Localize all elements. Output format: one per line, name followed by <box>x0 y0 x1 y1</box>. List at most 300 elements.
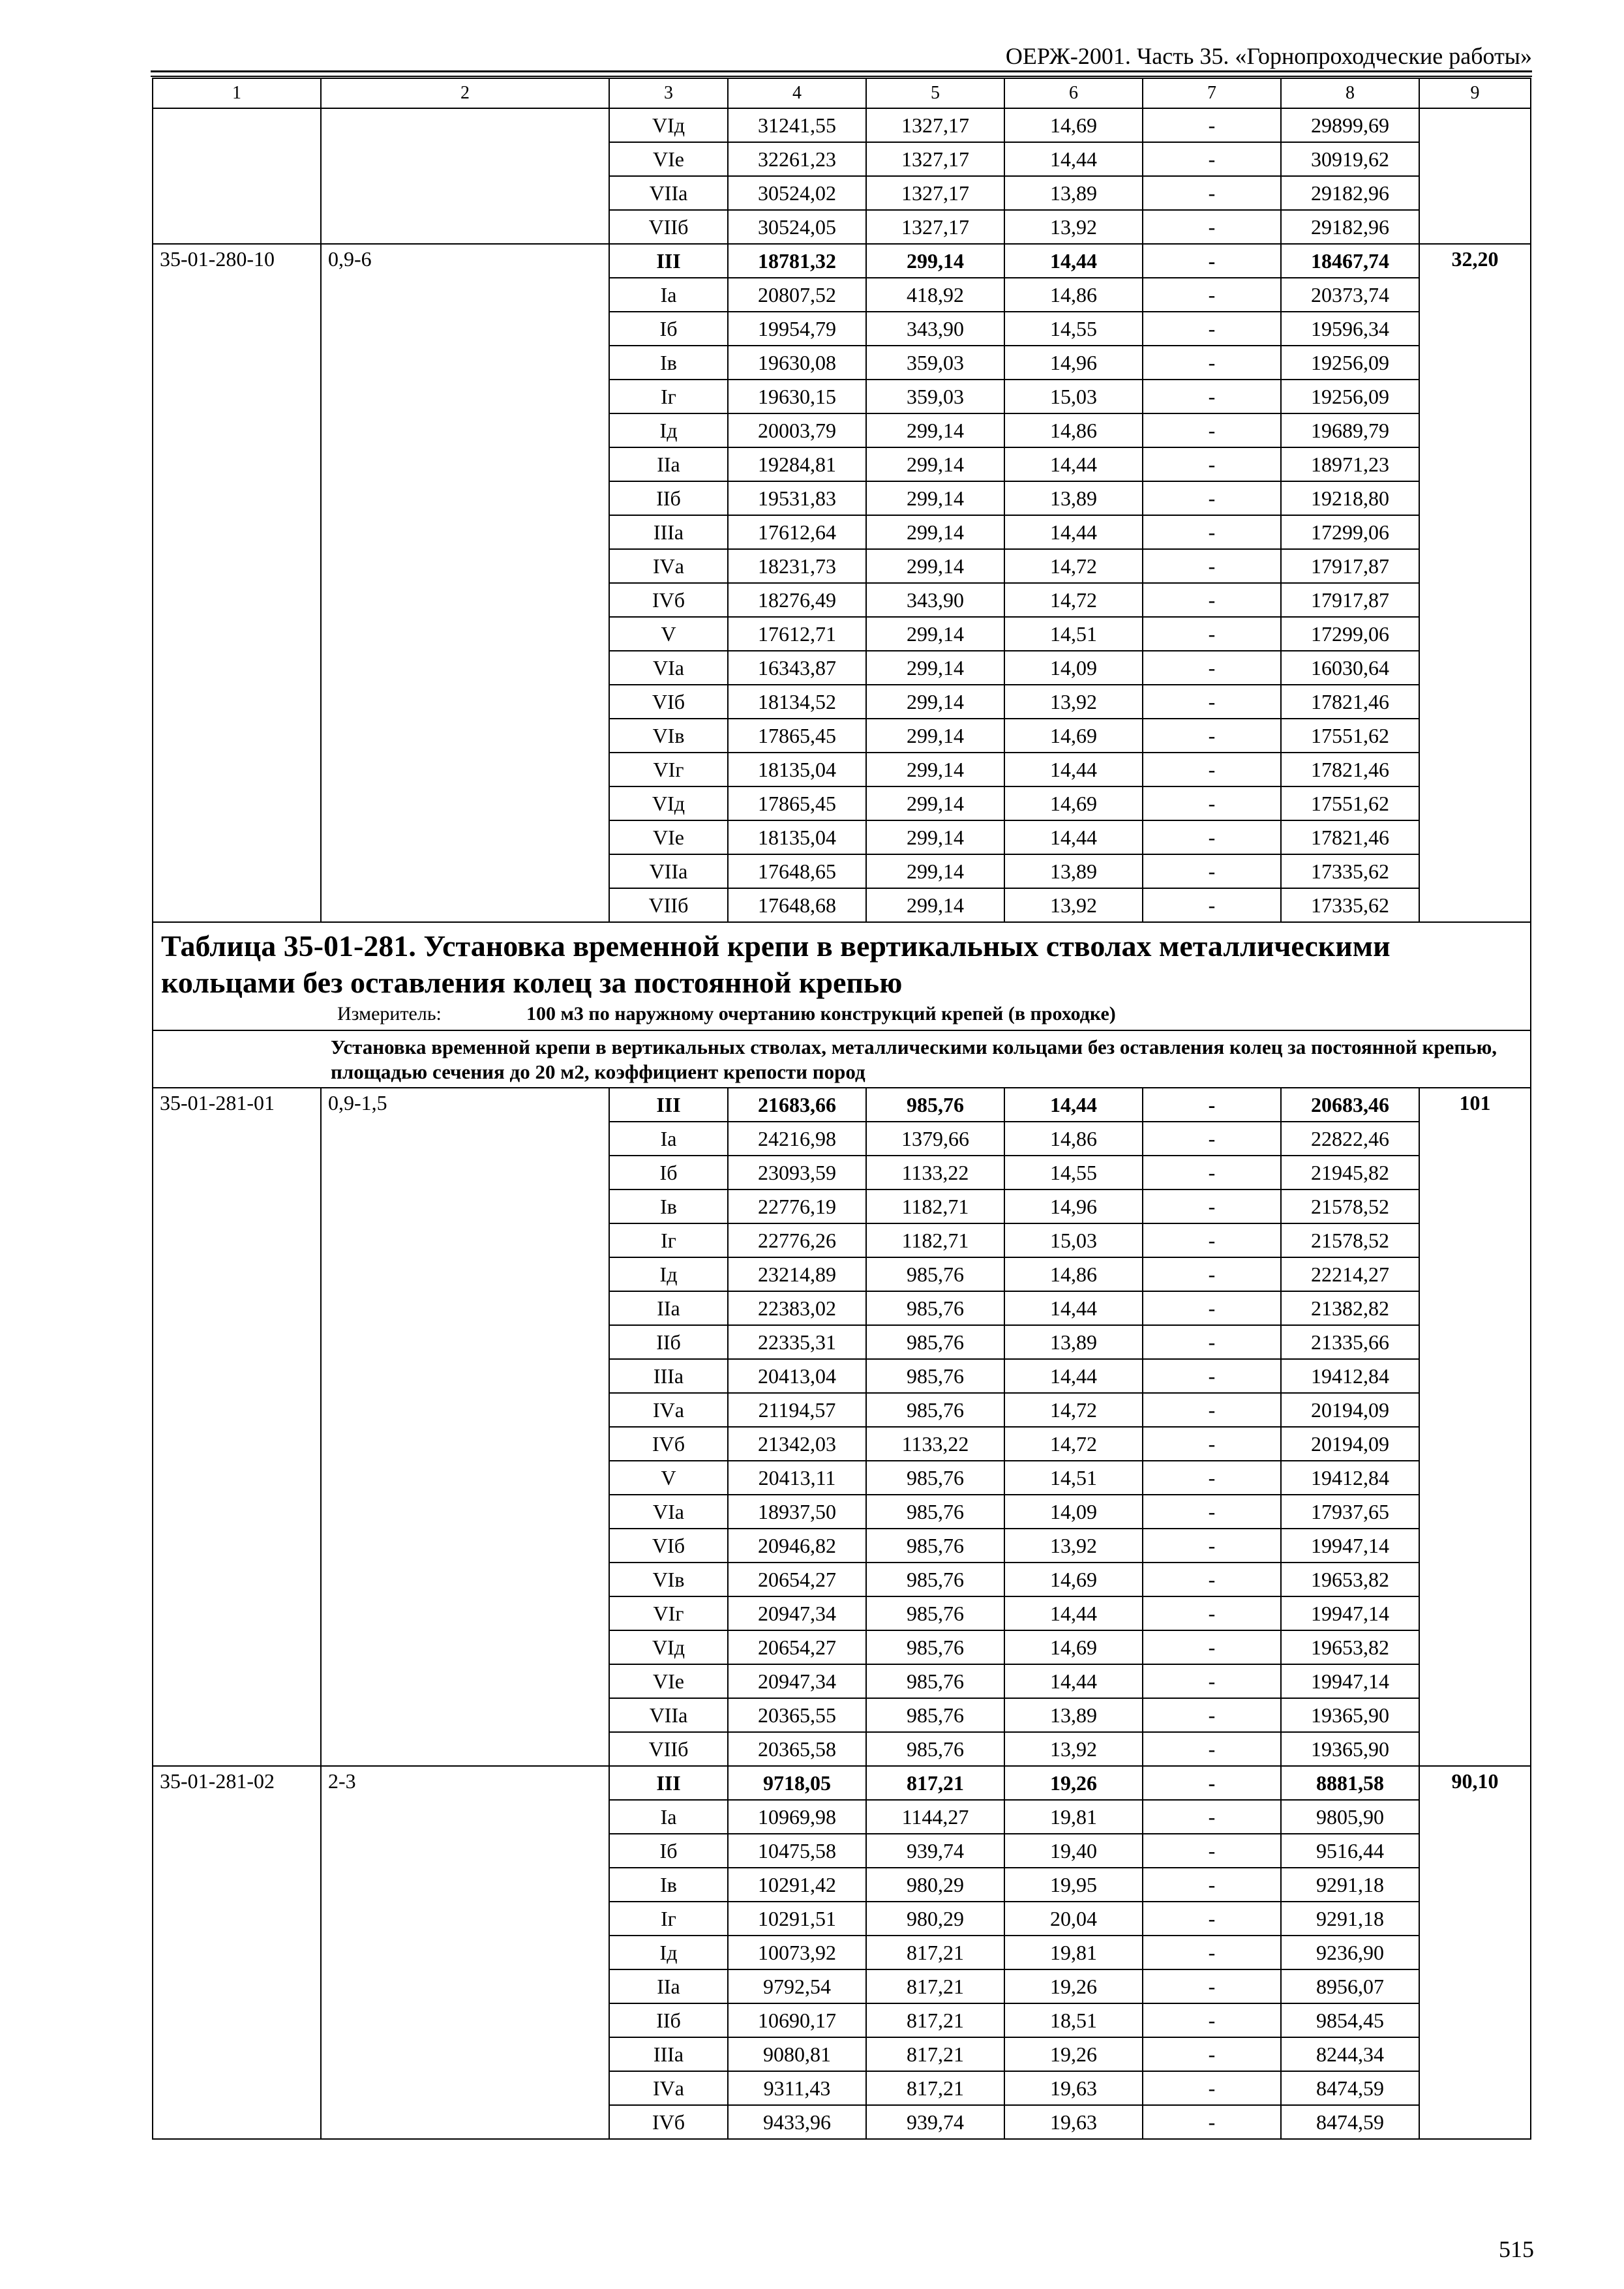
cell-col-7: - <box>1143 1664 1281 1698</box>
cell-col-7: - <box>1143 1596 1281 1630</box>
cell-col-4: 9792,54 <box>728 1969 866 2003</box>
cell-col-3: Iб <box>609 1834 728 1868</box>
cell-col-6: 13,92 <box>1004 685 1143 719</box>
labor-coefficient: 32,20 <box>1419 244 1531 922</box>
cell-col-7: - <box>1143 1359 1281 1393</box>
cell-col-4: 20413,11 <box>728 1461 866 1495</box>
cell-col-4: 20946,82 <box>728 1529 866 1563</box>
cell-col-3: IIа <box>609 1291 728 1325</box>
cell-col-6: 14,69 <box>1004 1630 1143 1664</box>
cell-col-6: 14,69 <box>1004 1563 1143 1596</box>
cell-col-3: Iг <box>609 1902 728 1936</box>
cell-col-3: Iв <box>609 346 728 380</box>
cell-col-7: - <box>1143 108 1281 142</box>
cell-col-6: 20,04 <box>1004 1902 1143 1936</box>
column-number-row <box>153 78 1531 108</box>
cell-col-4: 18135,04 <box>728 820 866 854</box>
cell-col-3: Iг <box>609 1223 728 1257</box>
cell-col-3: VIIа <box>609 854 728 888</box>
cell-col-6: 19,81 <box>1004 1800 1143 1834</box>
cell-col-3: VIIа <box>609 1698 728 1732</box>
header-rule-thin <box>151 76 1532 77</box>
cell-col-4: 20654,27 <box>728 1630 866 1664</box>
cell-col-3: IIб <box>609 2003 728 2037</box>
cell-col-6: 14,09 <box>1004 651 1143 685</box>
cell-col-6: 13,89 <box>1004 481 1143 515</box>
cell-col-5: 985,76 <box>866 1393 1004 1427</box>
cell-col-4: 9080,81 <box>728 2037 866 2071</box>
cell-col-3: VIд <box>609 786 728 820</box>
cell-col-8: 18467,74 <box>1281 244 1419 278</box>
cell-col-5: 1133,22 <box>866 1156 1004 1189</box>
cell-col-5: 817,21 <box>866 1969 1004 2003</box>
cell-col-8: 9291,18 <box>1281 1902 1419 1936</box>
cell-col-5: 299,14 <box>866 447 1004 481</box>
cell-col-8: 19689,79 <box>1281 413 1419 447</box>
cell-col-7: - <box>1143 1088 1281 1122</box>
cell-col-6: 14,96 <box>1004 346 1143 380</box>
cell-col-6: 19,81 <box>1004 1936 1143 1969</box>
cell-col-5: 939,74 <box>866 1834 1004 1868</box>
cell-col-5: 985,76 <box>866 1257 1004 1291</box>
cell-col-6: 14,69 <box>1004 108 1143 142</box>
cell-col-8: 19596,34 <box>1281 312 1419 346</box>
cell-col-7: - <box>1143 2071 1281 2105</box>
cell-col-4: 32261,23 <box>728 142 866 176</box>
cell-col-8: 17551,62 <box>1281 786 1419 820</box>
cell-col-5: 985,76 <box>866 1596 1004 1630</box>
cell-col-5: 980,29 <box>866 1902 1004 1936</box>
cell-col-3: VIIа <box>609 176 728 210</box>
cell-col-5: 359,03 <box>866 380 1004 413</box>
cell-col-6: 14,72 <box>1004 1393 1143 1427</box>
cell-col-3: Iд <box>609 1936 728 1969</box>
cell-col-6: 19,95 <box>1004 1868 1143 1902</box>
cell-col-7: - <box>1143 685 1281 719</box>
cell-col-4: 19630,08 <box>728 346 866 380</box>
cell-col-3: VIа <box>609 651 728 685</box>
cell-col-4: 18276,49 <box>728 583 866 617</box>
table-row <box>153 1088 1531 1122</box>
cell-col-3: Iб <box>609 1156 728 1189</box>
cell-col-4: 21683,66 <box>728 1088 866 1122</box>
cell-col-7: - <box>1143 2105 1281 2139</box>
cell-col-8: 9854,45 <box>1281 2003 1419 2037</box>
cell-col-3: Iв <box>609 1189 728 1223</box>
table-row <box>153 244 1531 278</box>
cell-col-4: 22776,26 <box>728 1223 866 1257</box>
cell-col-6: 19,40 <box>1004 1834 1143 1868</box>
cell-col-3: VIв <box>609 1563 728 1596</box>
cell-col-7: - <box>1143 1630 1281 1664</box>
cell-col-8: 21335,66 <box>1281 1325 1419 1359</box>
column-number: 4 <box>728 78 866 108</box>
cell-col-4: 20947,34 <box>728 1596 866 1630</box>
cell-col-5: 985,76 <box>866 1359 1004 1393</box>
cell-col-6: 19,26 <box>1004 1766 1143 1800</box>
cell-col-6: 14,09 <box>1004 1495 1143 1529</box>
cell-col-8: 17821,46 <box>1281 685 1419 719</box>
cell-col-4: 10073,92 <box>728 1936 866 1969</box>
cell-col-4: 17648,65 <box>728 854 866 888</box>
cell-col-3: Iд <box>609 413 728 447</box>
cell-col-5: 985,76 <box>866 1732 1004 1766</box>
cell-col-8: 21578,52 <box>1281 1189 1419 1223</box>
cell-col-4: 10969,98 <box>728 1800 866 1834</box>
cell-col-7: - <box>1143 210 1281 244</box>
cell-col-7: - <box>1143 651 1281 685</box>
cell-col-6: 14,86 <box>1004 1257 1143 1291</box>
cell-col-8: 19412,84 <box>1281 1461 1419 1495</box>
table-row <box>153 108 1531 142</box>
cell-col-4: 18134,52 <box>728 685 866 719</box>
cell-col-5: 299,14 <box>866 515 1004 549</box>
cell-col-3: Iд <box>609 1257 728 1291</box>
cell-col-8: 19947,14 <box>1281 1596 1419 1630</box>
cell-col-8: 20194,09 <box>1281 1427 1419 1461</box>
cell-col-5: 985,76 <box>866 1291 1004 1325</box>
cell-col-7: - <box>1143 888 1281 922</box>
cell-col-7: - <box>1143 447 1281 481</box>
cell-col-7: - <box>1143 1529 1281 1563</box>
column-number: 8 <box>1281 78 1419 108</box>
cell-col-7: - <box>1143 753 1281 786</box>
cell-col-3: IIб <box>609 1325 728 1359</box>
cell-col-6: 14,44 <box>1004 753 1143 786</box>
cell-col-6: 14,72 <box>1004 549 1143 583</box>
cell-col-4: 20365,58 <box>728 1732 866 1766</box>
cell-col-5: 1133,22 <box>866 1427 1004 1461</box>
cell-col-6: 14,69 <box>1004 719 1143 753</box>
cell-col-3: Iв <box>609 1868 728 1902</box>
cell-col-3: IVб <box>609 583 728 617</box>
cell-col-4: 20413,04 <box>728 1359 866 1393</box>
labor-coefficient <box>1419 108 1531 244</box>
cell-col-5: 1182,71 <box>866 1189 1004 1223</box>
cell-col-3: IIIа <box>609 2037 728 2071</box>
cell-col-5: 1327,17 <box>866 176 1004 210</box>
cell-col-4: 18135,04 <box>728 753 866 786</box>
cell-col-8: 19947,14 <box>1281 1529 1419 1563</box>
cell-col-8: 20373,74 <box>1281 278 1419 312</box>
rock-strength: 0,9-6 <box>321 244 609 922</box>
cell-col-8: 8474,59 <box>1281 2105 1419 2139</box>
labor-coefficient: 101 <box>1419 1088 1531 1766</box>
cell-col-5: 299,14 <box>866 753 1004 786</box>
cell-col-3: VIIб <box>609 888 728 922</box>
cell-col-3: IIIа <box>609 515 728 549</box>
cell-col-5: 1144,27 <box>866 1800 1004 1834</box>
cell-col-5: 985,76 <box>866 1563 1004 1596</box>
cell-col-7: - <box>1143 1461 1281 1495</box>
cell-col-8: 18971,23 <box>1281 447 1419 481</box>
cell-col-8: 17917,87 <box>1281 583 1419 617</box>
cell-col-6: 14,44 <box>1004 142 1143 176</box>
cell-col-5: 985,76 <box>866 1461 1004 1495</box>
cell-col-3: Iа <box>609 278 728 312</box>
cell-col-8: 19653,82 <box>1281 1563 1419 1596</box>
cell-col-7: - <box>1143 413 1281 447</box>
cell-col-3: V <box>609 1461 728 1495</box>
cell-col-5: 817,21 <box>866 2003 1004 2037</box>
rate-code: 35-01-281-01 <box>153 1088 321 1766</box>
cell-col-5: 299,14 <box>866 549 1004 583</box>
cell-col-4: 10291,51 <box>728 1902 866 1936</box>
cell-col-5: 343,90 <box>866 312 1004 346</box>
cell-col-7: - <box>1143 820 1281 854</box>
cell-col-5: 299,14 <box>866 719 1004 753</box>
cell-col-7: - <box>1143 481 1281 515</box>
cell-col-5: 817,21 <box>866 1766 1004 1800</box>
unit-label: Измеритель: <box>337 1003 442 1025</box>
cell-col-7: - <box>1143 1969 1281 2003</box>
cell-col-8: 22214,27 <box>1281 1257 1419 1291</box>
cell-col-7: - <box>1143 583 1281 617</box>
cell-col-3: VIе <box>609 1664 728 1698</box>
cell-col-8: 29182,96 <box>1281 210 1419 244</box>
column-number: 1 <box>153 78 321 108</box>
cell-col-7: - <box>1143 1393 1281 1427</box>
cell-col-3: VIв <box>609 719 728 753</box>
cell-col-7: - <box>1143 244 1281 278</box>
cell-col-4: 17865,45 <box>728 786 866 820</box>
cell-col-5: 359,03 <box>866 346 1004 380</box>
cell-col-8: 19947,14 <box>1281 1664 1419 1698</box>
cell-col-5: 299,14 <box>866 617 1004 651</box>
cell-col-3: VIг <box>609 753 728 786</box>
cell-col-4: 20807,52 <box>728 278 866 312</box>
cell-col-8: 17551,62 <box>1281 719 1419 753</box>
cell-col-8: 8474,59 <box>1281 2071 1419 2105</box>
cell-col-3: IVа <box>609 2071 728 2105</box>
cell-col-6: 14,51 <box>1004 1461 1143 1495</box>
column-number: 7 <box>1143 78 1281 108</box>
cell-col-7: - <box>1143 1189 1281 1223</box>
cell-col-8: 20194,09 <box>1281 1393 1419 1427</box>
cell-col-7: - <box>1143 1868 1281 1902</box>
table-row <box>153 1766 1531 1800</box>
cell-col-8: 17821,46 <box>1281 753 1419 786</box>
cell-col-6: 14,44 <box>1004 1088 1143 1122</box>
cell-col-7: - <box>1143 1427 1281 1461</box>
cell-col-7: - <box>1143 1800 1281 1834</box>
cell-col-5: 985,76 <box>866 1664 1004 1698</box>
cell-col-4: 10690,17 <box>728 2003 866 2037</box>
cell-col-4: 10291,42 <box>728 1868 866 1902</box>
cell-col-6: 19,63 <box>1004 2071 1143 2105</box>
cell-col-3: III <box>609 1088 728 1122</box>
cell-col-6: 15,03 <box>1004 1223 1143 1257</box>
cell-col-4: 20947,34 <box>728 1664 866 1698</box>
cell-col-8: 8956,07 <box>1281 1969 1419 2003</box>
cell-col-8: 8881,58 <box>1281 1766 1419 1800</box>
cell-col-7: - <box>1143 1156 1281 1189</box>
cell-col-3: V <box>609 617 728 651</box>
cell-col-8: 19256,09 <box>1281 346 1419 380</box>
cell-col-6: 14,86 <box>1004 413 1143 447</box>
cell-col-8: 17299,06 <box>1281 617 1419 651</box>
cell-col-5: 817,21 <box>866 2071 1004 2105</box>
cell-col-7: - <box>1143 786 1281 820</box>
cell-col-3: III <box>609 244 728 278</box>
cell-col-5: 817,21 <box>866 1936 1004 1969</box>
cell-col-3: IIб <box>609 481 728 515</box>
cell-col-3: VIIб <box>609 210 728 244</box>
cell-col-5: 1379,66 <box>866 1122 1004 1156</box>
cell-col-7: - <box>1143 515 1281 549</box>
cell-col-4: 21194,57 <box>728 1393 866 1427</box>
cell-col-7: - <box>1143 312 1281 346</box>
cell-col-7: - <box>1143 1291 1281 1325</box>
cell-col-3: IVа <box>609 1393 728 1427</box>
cell-col-4: 30524,05 <box>728 210 866 244</box>
cell-col-4: 23093,59 <box>728 1156 866 1189</box>
cell-col-8: 19365,90 <box>1281 1698 1419 1732</box>
cell-col-7: - <box>1143 2037 1281 2071</box>
header-title: ОЕРЖ-2001. Часть 35. «Горнопроходческие работы» <box>1005 43 1532 69</box>
cell-col-8: 29899,69 <box>1281 108 1419 142</box>
cell-col-3: IVб <box>609 1427 728 1461</box>
cell-col-5: 985,76 <box>866 1495 1004 1529</box>
cell-col-8: 20683,46 <box>1281 1088 1419 1122</box>
cell-col-3: Iа <box>609 1122 728 1156</box>
cell-col-8: 21382,82 <box>1281 1291 1419 1325</box>
cell-col-4: 17612,71 <box>728 617 866 651</box>
cell-col-3: Iб <box>609 312 728 346</box>
cell-col-4: 18231,73 <box>728 549 866 583</box>
cell-col-4: 18781,32 <box>728 244 866 278</box>
cell-col-8: 17937,65 <box>1281 1495 1419 1529</box>
cell-col-4: 9718,05 <box>728 1766 866 1800</box>
rate-code: 35-01-281-02 <box>153 1766 321 2139</box>
cell-col-4: 9311,43 <box>728 2071 866 2105</box>
cell-col-6: 13,92 <box>1004 210 1143 244</box>
cell-col-3: IIIа <box>609 1359 728 1393</box>
cell-col-5: 980,29 <box>866 1868 1004 1902</box>
cell-col-8: 16030,64 <box>1281 651 1419 685</box>
cell-col-4: 9433,96 <box>728 2105 866 2139</box>
cell-col-4: 19630,15 <box>728 380 866 413</box>
cell-col-8: 19365,90 <box>1281 1732 1419 1766</box>
cell-col-5: 817,21 <box>866 2037 1004 2071</box>
cell-col-6: 19,26 <box>1004 1969 1143 2003</box>
cell-col-6: 14,44 <box>1004 447 1143 481</box>
cell-col-3: Iа <box>609 1800 728 1834</box>
cell-col-7: - <box>1143 278 1281 312</box>
cell-col-8: 8244,34 <box>1281 2037 1419 2071</box>
cell-col-8: 17299,06 <box>1281 515 1419 549</box>
cell-col-8: 17335,62 <box>1281 888 1419 922</box>
cell-col-3: VIд <box>609 1630 728 1664</box>
cell-col-8: 17335,62 <box>1281 854 1419 888</box>
cell-col-7: - <box>1143 1698 1281 1732</box>
cell-col-5: 939,74 <box>866 2105 1004 2139</box>
cell-col-3: VIб <box>609 685 728 719</box>
cell-col-7: - <box>1143 1834 1281 1868</box>
cell-col-7: - <box>1143 1495 1281 1529</box>
cell-col-5: 343,90 <box>866 583 1004 617</box>
column-number: 9 <box>1419 78 1531 108</box>
cell-col-7: - <box>1143 1902 1281 1936</box>
cell-col-6: 14,44 <box>1004 515 1143 549</box>
cell-col-8: 29182,96 <box>1281 176 1419 210</box>
column-number: 2 <box>321 78 609 108</box>
description-row <box>153 1030 1531 1088</box>
cell-col-4: 16343,87 <box>728 651 866 685</box>
cell-col-7: - <box>1143 1257 1281 1291</box>
cell-col-6: 14,72 <box>1004 1427 1143 1461</box>
cell-col-4: 17865,45 <box>728 719 866 753</box>
cell-col-6: 19,63 <box>1004 2105 1143 2139</box>
cell-col-4: 19284,81 <box>728 447 866 481</box>
cell-col-3: IVа <box>609 549 728 583</box>
cell-col-6: 13,89 <box>1004 1325 1143 1359</box>
rock-strength: 0,9-1,5 <box>321 1088 609 1766</box>
cell-col-7: - <box>1143 617 1281 651</box>
cell-col-6: 14,44 <box>1004 820 1143 854</box>
cell-col-7: - <box>1143 2003 1281 2037</box>
column-number: 6 <box>1004 78 1143 108</box>
cell-col-5: 299,14 <box>866 854 1004 888</box>
cell-col-6: 14,69 <box>1004 786 1143 820</box>
labor-coefficient: 90,10 <box>1419 1766 1531 2139</box>
cell-col-7: - <box>1143 549 1281 583</box>
cell-col-5: 299,14 <box>866 888 1004 922</box>
cell-col-4: 22335,31 <box>728 1325 866 1359</box>
cell-col-4: 21342,03 <box>728 1427 866 1461</box>
cell-col-5: 418,92 <box>866 278 1004 312</box>
cell-col-6: 13,89 <box>1004 854 1143 888</box>
cell-col-7: - <box>1143 142 1281 176</box>
cell-col-6: 14,44 <box>1004 1359 1143 1393</box>
cell-col-5: 299,14 <box>866 685 1004 719</box>
rate-code <box>153 108 321 244</box>
cell-col-8: 22822,46 <box>1281 1122 1419 1156</box>
cell-col-3: IIа <box>609 1969 728 2003</box>
cell-col-3: VIе <box>609 142 728 176</box>
cell-col-4: 19531,83 <box>728 481 866 515</box>
cell-col-6: 14,86 <box>1004 1122 1143 1156</box>
unit-value: 100 м3 по наружному очертанию конструкций крепей (в проходке) <box>526 1003 1116 1025</box>
cell-col-8: 19653,82 <box>1281 1630 1419 1664</box>
cell-col-7: - <box>1143 854 1281 888</box>
cell-col-8: 17821,46 <box>1281 820 1419 854</box>
cell-col-6: 19,26 <box>1004 2037 1143 2071</box>
cell-col-8: 30919,62 <box>1281 142 1419 176</box>
cell-col-5: 1327,17 <box>866 108 1004 142</box>
cell-col-3: VIа <box>609 1495 728 1529</box>
table-unit <box>161 1001 1522 1027</box>
cell-col-4: 18937,50 <box>728 1495 866 1529</box>
cell-col-5: 299,14 <box>866 786 1004 820</box>
cell-col-6: 13,89 <box>1004 1698 1143 1732</box>
cell-col-5: 985,76 <box>866 1325 1004 1359</box>
cell-col-7: - <box>1143 1325 1281 1359</box>
cell-col-4: 20365,55 <box>728 1698 866 1732</box>
cell-col-4: 20654,27 <box>728 1563 866 1596</box>
cell-col-8: 19256,09 <box>1281 380 1419 413</box>
rock-strength: 2-3 <box>321 1766 609 2139</box>
cell-col-3: VIIб <box>609 1732 728 1766</box>
cell-col-3: IVб <box>609 2105 728 2139</box>
cell-col-6: 18,51 <box>1004 2003 1143 2037</box>
cell-col-6: 14,55 <box>1004 312 1143 346</box>
cell-col-8: 17917,87 <box>1281 549 1419 583</box>
cell-col-8: 9291,18 <box>1281 1868 1419 1902</box>
cell-col-4: 22383,02 <box>728 1291 866 1325</box>
cell-col-5: 299,14 <box>866 481 1004 515</box>
cell-col-6: 14,51 <box>1004 617 1143 651</box>
